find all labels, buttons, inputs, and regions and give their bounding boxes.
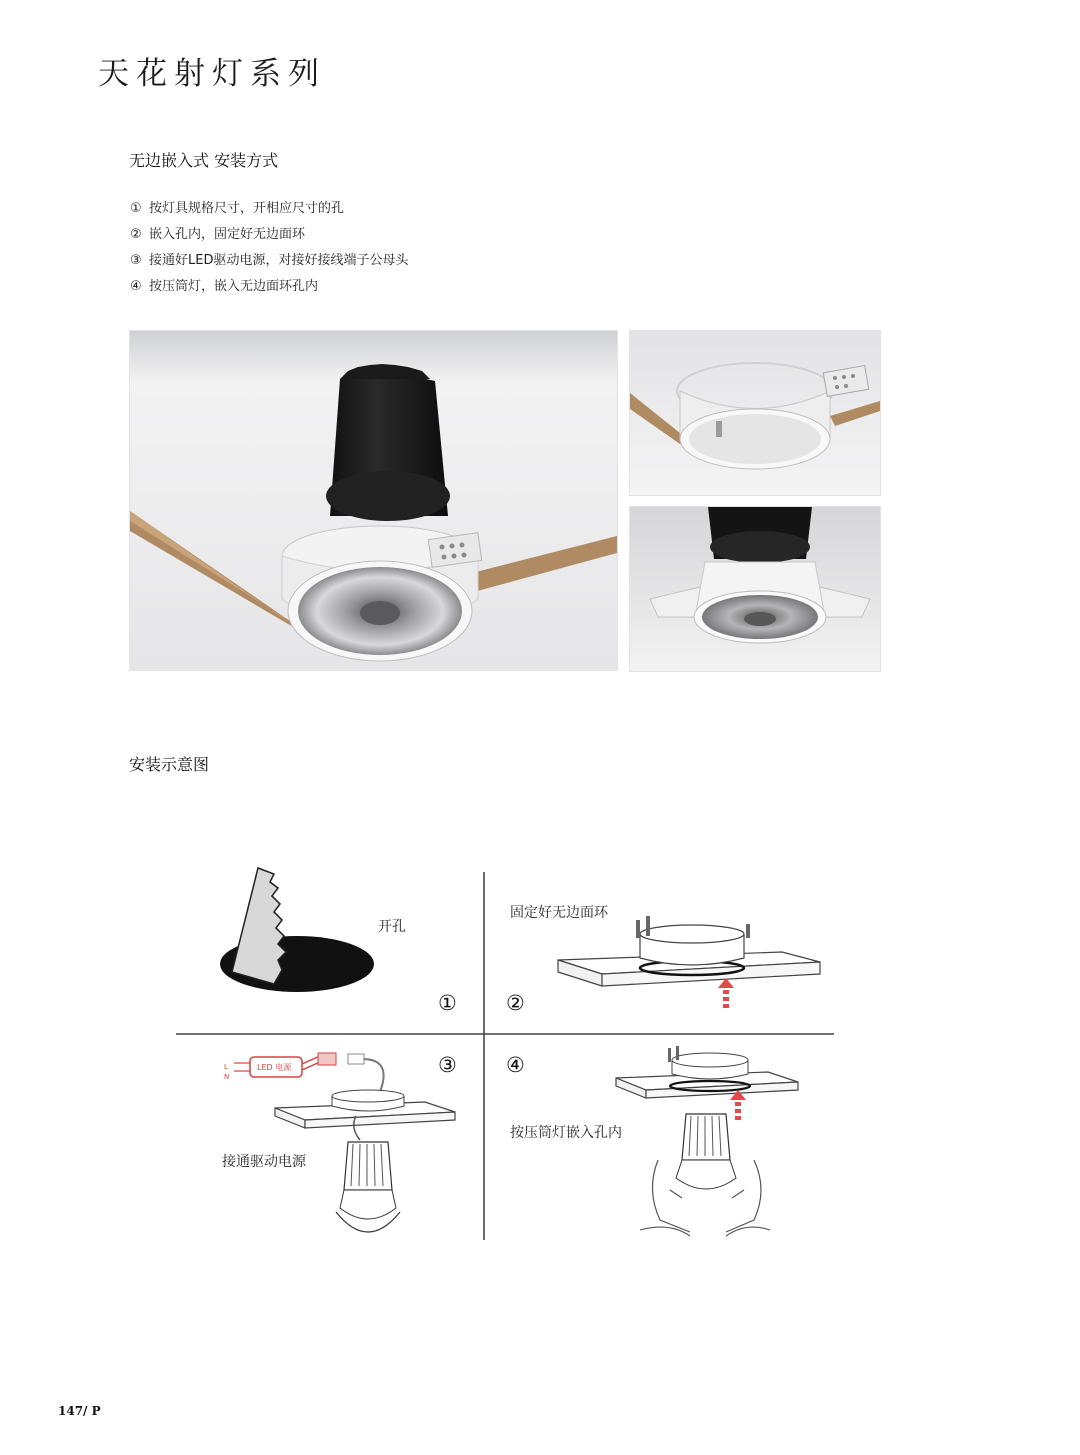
step4-number: ④ [506, 1053, 525, 1077]
install-method-heading: 无边嵌入式 安装方式 [129, 151, 279, 170]
product-photo-installed [129, 330, 618, 671]
step2-trim-ring-illustration [558, 916, 820, 1008]
step-text: 按灯具规格尺寸，开相应尺寸的孔 [149, 201, 345, 216]
diagram-heading: 安装示意图 [129, 755, 210, 774]
step1-number: ① [438, 991, 457, 1015]
product-photo-trim-ring [629, 330, 881, 496]
step1-caption: 开孔 [378, 919, 406, 935]
downlight-lamp [336, 1142, 400, 1232]
install-step [130, 199, 408, 225]
step-number: ④ [130, 279, 142, 294]
step-text: 接通好LED驱动电源，对接好接线端子公母头 [149, 253, 409, 268]
step-text: 按压筒灯，嵌入无边面环孔内 [149, 279, 319, 294]
step4-caption: 按压筒灯嵌入孔内 [510, 1125, 622, 1141]
step-number: ② [130, 227, 142, 242]
install-steps-list [130, 199, 408, 303]
wire-label-n: N [224, 1073, 230, 1081]
page-title: 天花射灯系列 [98, 56, 326, 92]
page-number: 147/ P [58, 1404, 101, 1418]
step-number: ① [130, 201, 142, 216]
install-step [130, 225, 408, 251]
step2-number: ② [506, 991, 525, 1015]
product-photo-downlight [629, 506, 881, 672]
step1-saw-hole-illustration [220, 868, 374, 992]
led-driver-label: LED 电源 [257, 1063, 292, 1072]
step3-caption: 接通驱动电源 [222, 1154, 306, 1170]
step3-driver-connection-illustration [234, 1053, 455, 1232]
install-step [130, 277, 408, 303]
step2-caption: 固定好无边面环 [510, 905, 608, 921]
step-text: 嵌入孔内，固定好无边面环 [149, 227, 306, 242]
step-number: ③ [130, 253, 142, 268]
wire-label-l: L [224, 1063, 228, 1071]
step4-press-lamp-illustration [616, 1046, 798, 1236]
step3-number: ③ [438, 1053, 457, 1077]
install-step [130, 251, 408, 277]
